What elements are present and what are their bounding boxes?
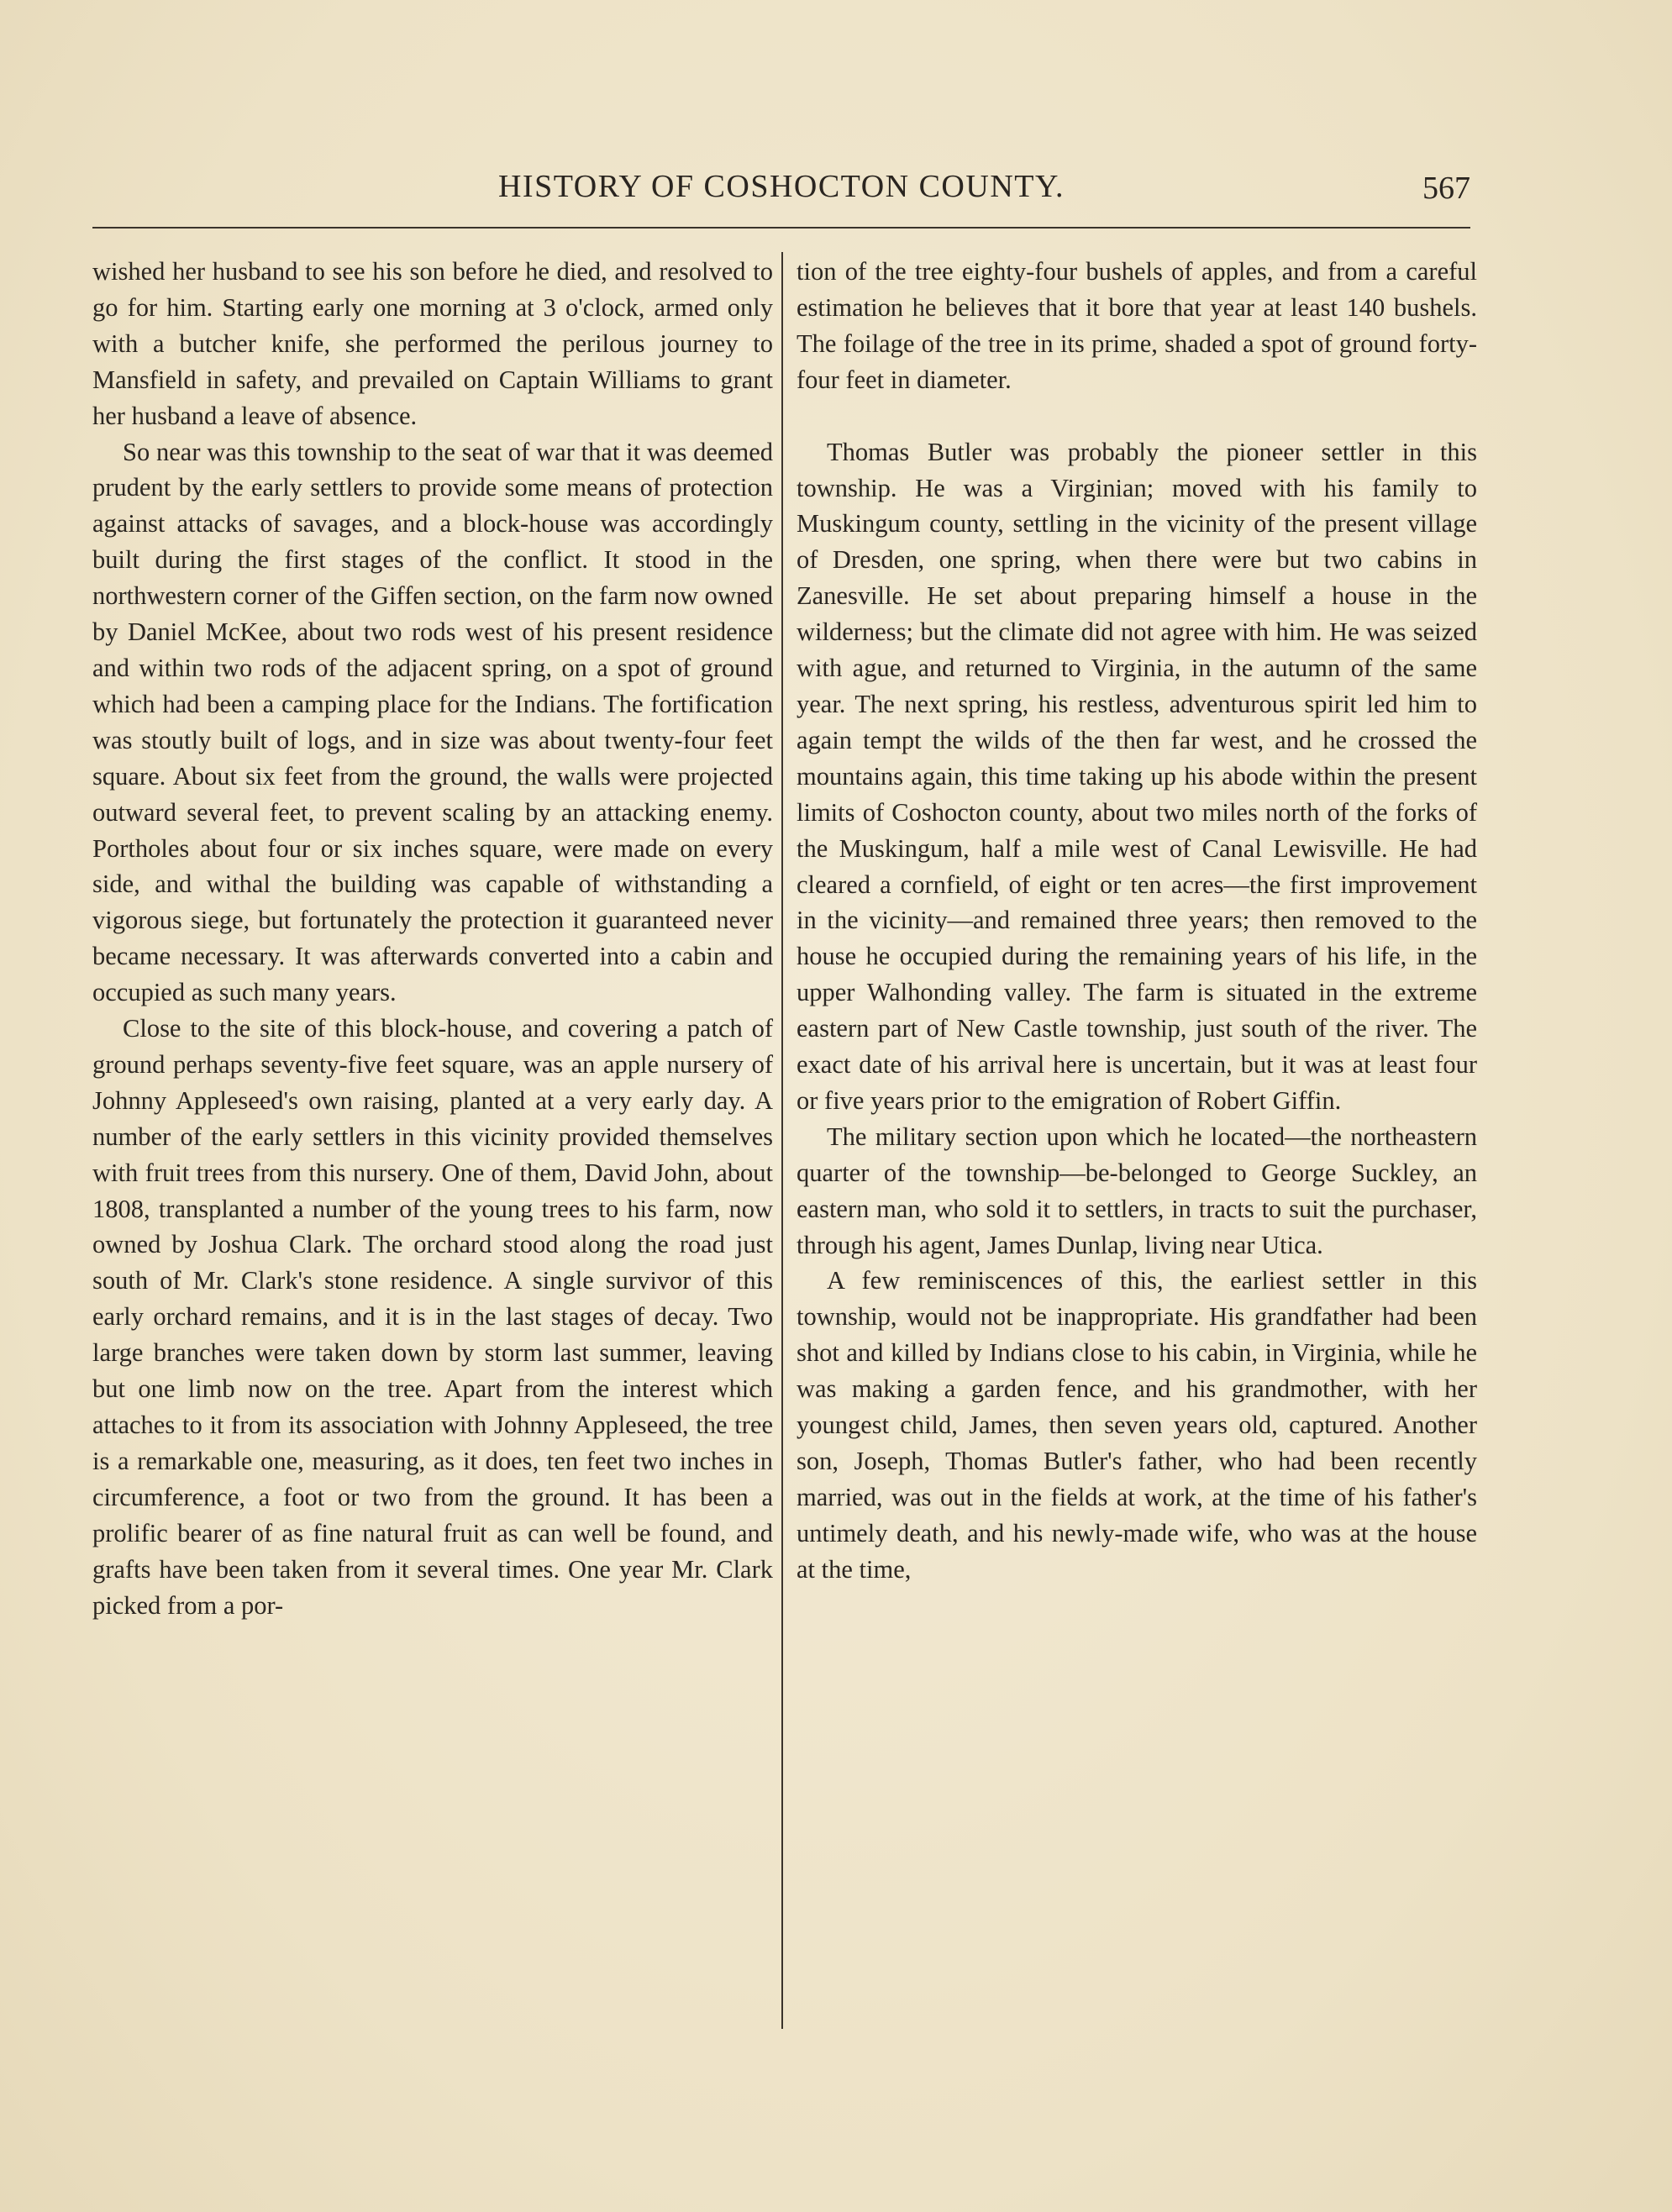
paragraph: Close to the site of this block-house, and covering a patch of ground perhaps seventy-five feet square, was an apple nursery of Johnny Appleseed's own raising, planted at a very early day. A number of the early settlers in this vicinity provided themselves with fruit trees from this nursery. One of them, David John, about 1808, transplanted a number of the young trees to his farm, now owned by Joshua Clark. The orchard stood along the road just south of Mr. Clark's stone residence. A single survivor of this early orchard remains, and it is in the last stages of decay. Two large branches were taken down by storm last summer, leaving but one limb now on the tree. Apart from the interest which attaches to it from its association with Johnny Appleseed, the tree is a remarkable one, measuring, as it does, ten feet two inches in circumference, a foot or two from the ground. It has been a prolific bearer of as fine natural fruit as can well be found, and grafts have been taken from it several times. One year Mr. Clark picked from a por- [92,1014,773,1620]
paragraph: wished her husband to see his son before he died, and resolved to go for him. Starting early one morning at 3 o'clock, armed only with a butcher knife, she performed the perilous journey to Mansfield in safety, and prevailed on Captain Williams to grant her husband a leave of absence. [92,257,773,430]
header-rule [92,227,1470,229]
page-title: HISTORY OF COSHOCTON COUNTY. [497,169,1065,204]
paragraph: Thomas Butler was probably the pioneer settler in this township. He was a Virginian; moved with his family to Muskingum county, settling in the vicinity of the present village of Dresden, one spring, when there were but two cabins in Zanesville. He set about preparing himself a house in the wilderness; but the climate did not agree with him. He was seized with ague, and returned to Virginia, in the autumn of the same year. The next spring, his restless, adventurous spirit led him to again tempt the wilds of the then far west, and he crossed the mountains again, this time taking up his abode within the present limits of Coshocton county, about two miles north of the forks of the Muskingum, half a mile west of Canal Lewisville. He had cleared a cornfield, of eight or ten acres—the first improvement in the vicinity—and remained three years; then removed to the house he occupied during the remaining years of his life, in the upper Walhonding valley. The farm is situated in the extreme eastern part of New Castle township, just south of the river. The exact date of his arrival here is uncertain, but it was at least four or five years prior to the emigration of Robert Giffin. [797,437,1477,1115]
left-column [92,254,773,1623]
right-column [797,254,1477,1588]
paragraph: The military section upon which he located—the northeastern quarter of the township—be-belonged to George Suckley, an eastern man, who sold it to settlers, in tracts to suit the purchaser, through his agent, James Dunlap, living near Utica. [797,1122,1477,1259]
paragraph: So near was this township to the seat of war that it was deemed prudent by the early settlers to provide some means of protection against attacks of savages, and a block-house was accordingly built during the first stages of the conflict. It stood in the northwestern corner of the Giffen section, on the farm now owned by Daniel McKee, about two rods west of his present residence and within two rods of the adjacent spring, on a spot of ground which had been a camping place for the Indians. The fortification was stoutly built of logs, and in size was about twenty-four feet square. About six feet from the ground, the walls were projected outward several feet, to prevent scaling by an attacking enemy. Portholes about four or six inches square, were made on every side, and withal the building was capable of withstanding a vigorous siege, but fortunately the protection it guaranteed never became necessary. It was afterwards converted into a cabin and occupied as such many years. [92,437,773,1007]
column-divider [781,252,783,2029]
paragraph: A few reminiscences of this, the earliest settler in this township, would not be inappropriate. His grandfather had been shot and killed by Indians close to his cabin, in Virginia, while he was making a garden fence, and his grandmother, with her youngest child, James, then seven years old, captured. Another son, Joseph, Thomas Butler's father, who had been recently married, was out in the fields at work, at the time of his father's untimely death, and his newly-made wife, who was at the house at the time, [797,1266,1477,1584]
running-head [92,168,1470,210]
page-number: 567 [1422,171,1470,206]
paragraph: tion of the tree eighty-four bushels of apples, and from a careful estimation he believes that it bore that year at least 140 bushels. The foilage of the tree in its prime, shaded a spot of ground forty-four feet in diameter. [797,257,1477,394]
